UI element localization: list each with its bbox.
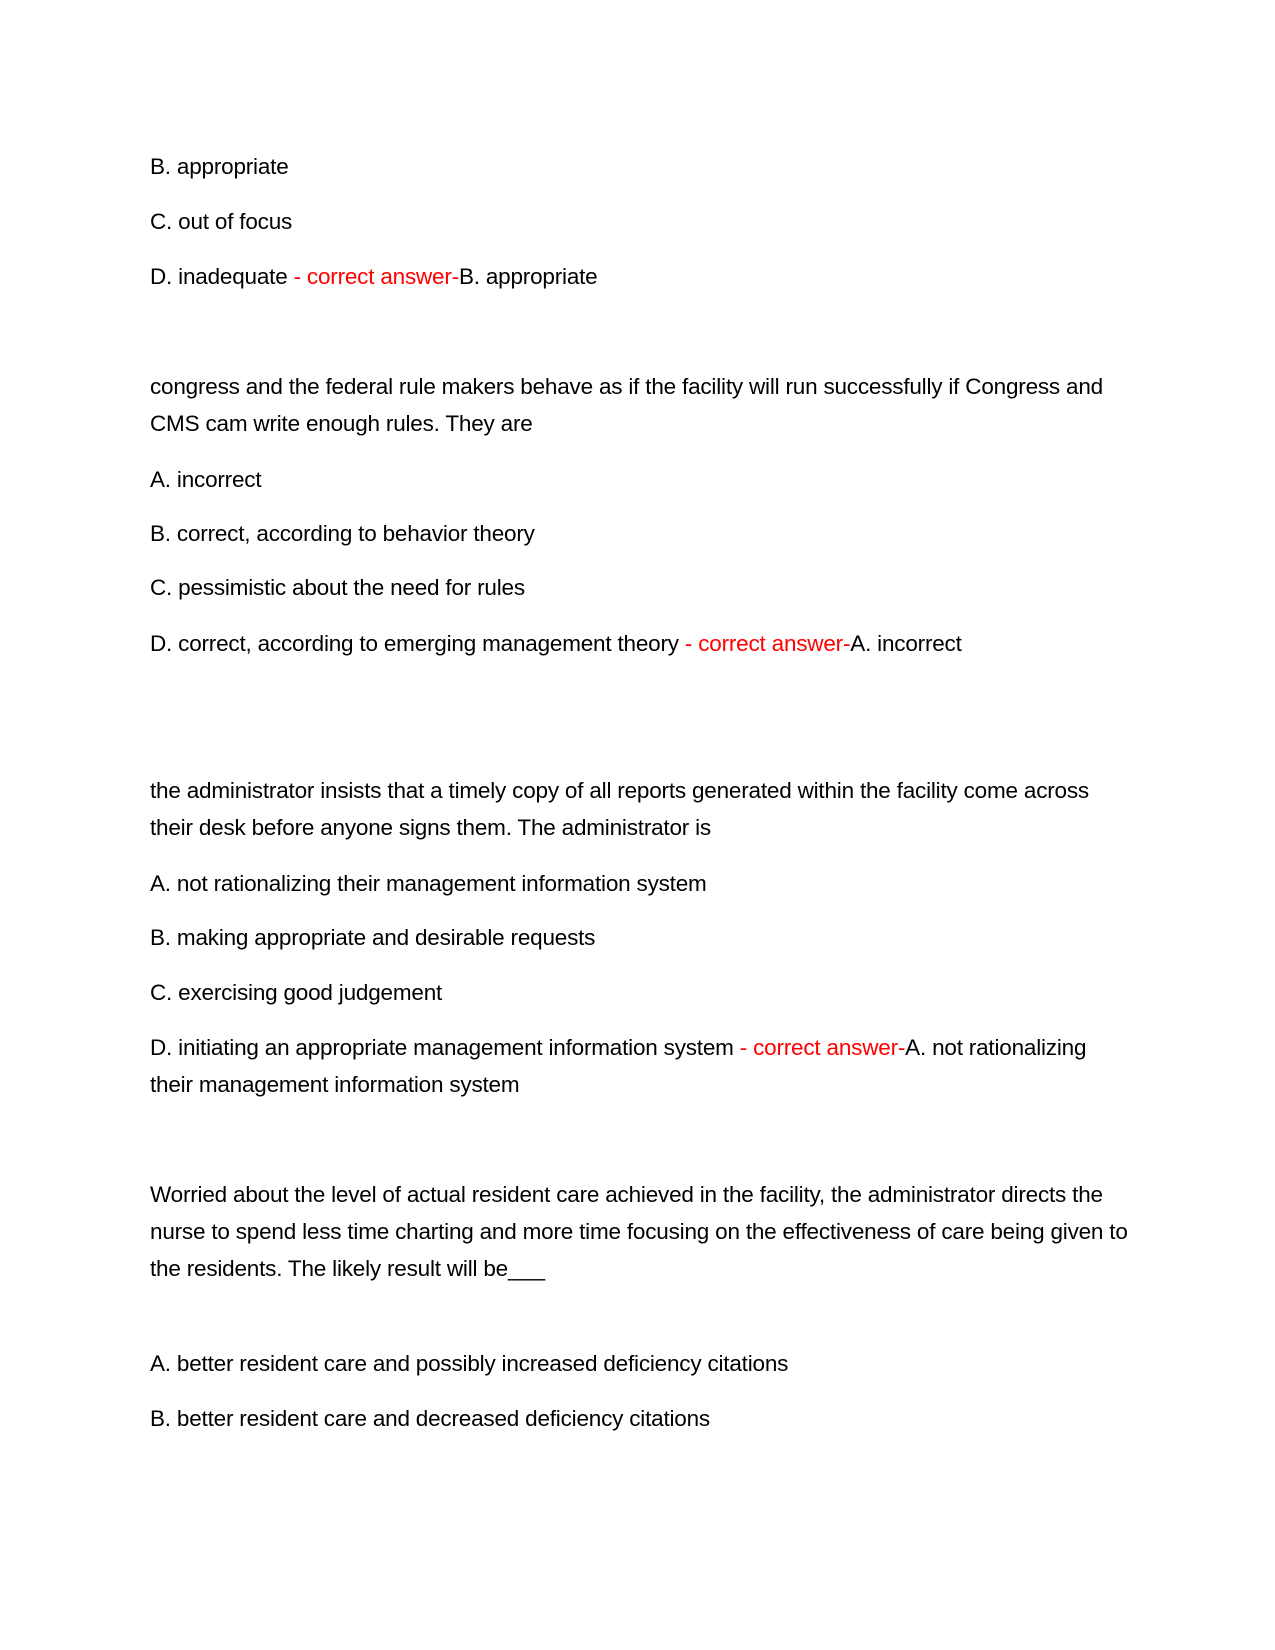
option: B. correct, according to behavior theory [150, 521, 535, 546]
question: the administrator insists that a timely copy of all reports generated within the facility come across their desk before anyone signs them. The administrator is [150, 778, 1089, 840]
answer-marker: - correct answer- [293, 264, 459, 289]
question: congress and the federal rule makers behave as if the facility will run successfully if Congress and CMS cam write enough rules. They are [150, 374, 1103, 436]
answer-marker: - correct answer- [739, 1035, 906, 1060]
option-with-answer [150, 625, 1130, 662]
option: A. incorrect [150, 467, 262, 492]
option: C. pessimistic about the need for rules [150, 575, 525, 600]
option: C. out of focus [150, 209, 293, 234]
option-text: D. correct, according to emerging management theory [150, 631, 685, 656]
option: C. exercising good judgement [150, 980, 443, 1005]
answer-text: B. appropriate [458, 264, 598, 289]
option: B. making appropriate and desirable requests [150, 925, 596, 950]
answer-text: A. incorrect [850, 631, 962, 656]
option: B. better resident care and decreased deficiency citations [150, 1406, 710, 1431]
option-with-answer [150, 258, 1130, 295]
option: B. appropriate [150, 154, 289, 179]
question: Worried about the level of actual resident care achieved in the facility, the administrator directs the nurse to spend less time charting and more time focusing on the effectiveness of care being given to the residents. The likely result will be___ [150, 1182, 1128, 1281]
option-with-answer [150, 1029, 1130, 1103]
option-text: D. initiating an appropriate management information system [150, 1035, 740, 1060]
option-text: D. inadequate [150, 264, 294, 289]
answer-marker: - correct answer- [684, 631, 851, 656]
option: A. better resident care and possibly increased deficiency citations [150, 1351, 789, 1376]
answer-text: A. not rationalizing their management information system [150, 1035, 1087, 1097]
option: A. not rationalizing their management information system [150, 871, 707, 896]
